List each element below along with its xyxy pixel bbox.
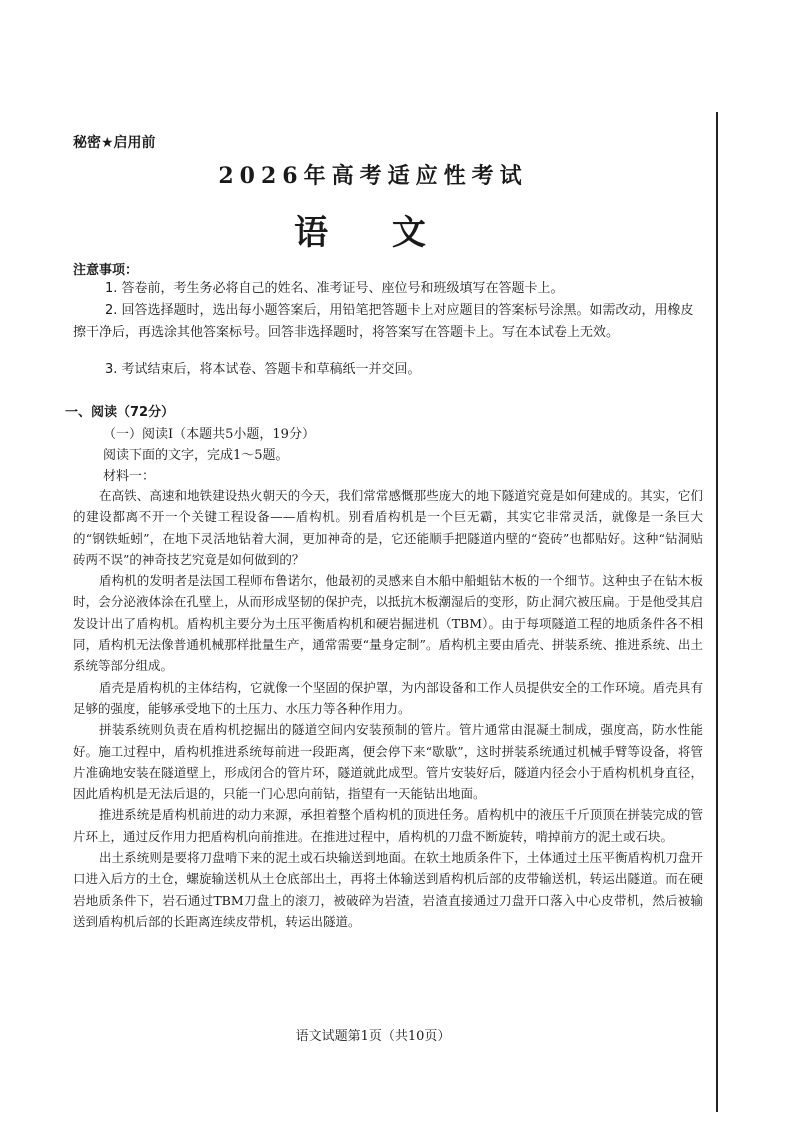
subject-title: 语 文 [294,213,452,253]
material-text [73,485,703,932]
paragraph: 拼装系统则负责在盾构机挖掘出的隧道空间内安装预制的管片。管片通常由混凝土制成，强度高，防水性能好。施工过程中，盾构机推进系统每前进一段距离，便会停下来“歇歇”，这时拼装系统通过机械手臂等设备，将管片准确地安装在隧道壁上，形成闭合的管片环，隧道就此成型。管片安装好后，隧道内径会小于盾构机机身直径，因此盾构机是无法后退的，只能一门心思向前钻，指望有一天能钻出地面。 [73,722,703,802]
paragraph: 盾壳是盾构机的主体结构，它就像一个坚固的保护罩，为内部设备和工作人员提供安全的工作环境。盾壳具有足够的强度，能够承受地下的土压力、水压力等各种作用力。 [73,679,703,716]
page-footer: 语文试题第1页（共10页） [295,1029,451,1044]
binding-margin-line [716,112,718,1112]
notice-item-3: 3. 考试结束后，将本试卷、答题卡和草稿纸一并交回。 [105,362,421,377]
paragraph: 出土系统则是要将刀盘啃下来的泥土或石块输送到地面。在软土地质条件下，土体通过土压平衡盾构机刀盘开口进入后方的土仓，螺旋输送机从土仓底部出土，再将土体输送到盾构机后部的皮带输送机，转运出隧道。而在硬岩地质条件下，岩石通过TBM刀盘上的滚刀，被破碎为岩渣，岩渣直接通过刀盘开口落入中心皮带机，然后被输送到盾构机后部的长距离连续皮带机，转运出隧道。 [73,850,703,929]
paragraph: 盾构机的发明者是法国工程师布鲁诺尔，他最初的灵感来自木船中船蛆钻木板的一个细节。这种虫子在钻木板时，会分泌液体涂在孔壁上，从而形成坚韧的保护壳，以抵抗木板潮湿后的变形，防止洞穴被压扁。于是他受其启发设计出了盾构机。盾构机主要分为土压平衡盾构机和硬岩掘进机（TBM）。由于每项隧道工程的地质条件各不相同，盾构机无法像普通机械那样批量生产，通常需要“量身定制”。盾构机主要由盾壳、拼装系统、推进系统、出土系统等部分组成。 [73,573,703,674]
confidential-mark: 秘密★启用前 [73,135,156,151]
reading-instruction: 阅读下面的文字，完成1～5题。 [103,448,289,463]
notice-item-1: 1. 答卷前，考生务必将自己的姓名、准考证号、座位号和班级填写在答题卡上。 [105,281,564,296]
section-heading: 一、阅读（72分） [65,405,175,420]
material-label: 材料一： [103,469,156,484]
exam-title: 2026年高考适应性考试 [218,163,528,189]
notice-item-2: 2. 回答选择题时，选出每小题答案后，用铅笔把答题卡上对应题目的答案标号涂黑。如需改动，用橡皮擦干净后，再选涂其他答案标号。回答非选择题时，将答案写在答题卡上。写在本试卷上无效。 [73,303,694,340]
sub-section-heading: （一）阅读Ⅰ（本题共5小题，19分） [103,427,315,442]
paragraph: 在高铁、高速和地铁建设热火朝天的今天，我们常常感慨那些庞大的地下隧道究竟是如何建成的。其实，它们的建设都离不开一个关键工程设备——盾构机。别看盾构机是一个巨无霸，其实它非常灵活，就像是一条巨大的“钢铁蚯蚓”，在地下灵活地钻着大洞，更加神奇的是，它还能顺手把隧道内壁的“瓷砖”也都贴好。这种“钻洞贴砖两不误”的神奇技艺究竟是如何做到的？ [73,488,703,567]
notice-heading: 注意事项： [73,263,139,278]
paragraph: 推进系统是盾构机前进的动力来源，承担着整个盾构机的顶进任务。盾构机中的液压千斤顶顶在拼装完成的管片环上，通过反作用力把盾构机向前推进。在推进过程中，盾构机的刀盘不断旋转，啃掉前方的泥土或石块。 [73,807,703,844]
